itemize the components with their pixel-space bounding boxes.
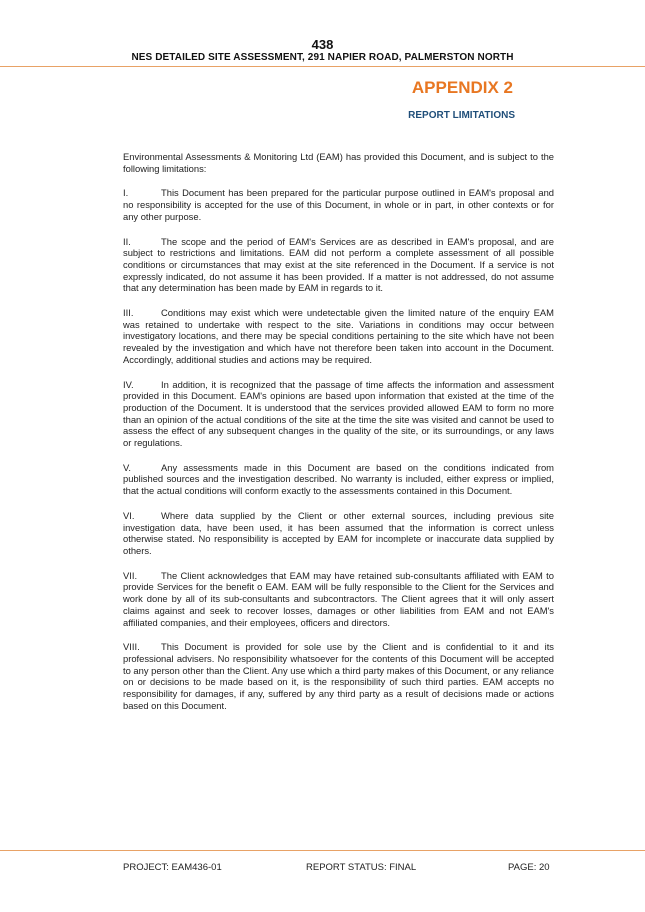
limitation-3 bbox=[123, 307, 554, 366]
appendix-title: APPENDIX 2 bbox=[411, 78, 513, 97]
limitation-6 bbox=[123, 510, 554, 557]
limitation-numeral: I. bbox=[123, 187, 129, 199]
limitation-text: Any assessments made in this Document are based on the conditions indicated from published sources and the investigation described. No warranty is included, either express or implied, that the actual conditions will conform exactly to the assessments contained in this Document. bbox=[123, 461, 554, 497]
document-body bbox=[123, 151, 554, 724]
limitation-numeral: II. bbox=[123, 235, 131, 247]
limitation-numeral: VII. bbox=[123, 569, 138, 581]
limitation-1 bbox=[123, 187, 554, 222]
limitation-text: This Document has been prepared for the particular purpose outlined in EAM's proposal and no responsibility is accepted for the use of this Document, in whole or in part, in other contexts or for any other purpose. bbox=[123, 187, 554, 222]
header-title: NES DETAILED SITE ASSESSMENT, 291 NAPIER ROAD, PALMERSTON NORTH bbox=[131, 52, 514, 63]
limitation-text: The scope and the period of EAM's Services are as described in EAM's proposal, and are subject to restrictions and limitations. EAM did not perform a complete assessment of all possible conditions or circumstances that may exist at the site referenced in the Document. If a service is not expressly indicated, do not assume it has been provided. If a matter is not addressed, do not assume that any determination has been made by EAM in regards to it. bbox=[123, 235, 554, 294]
footer-page-number: PAGE: 20 bbox=[508, 862, 550, 873]
limitation-numeral: III. bbox=[123, 307, 134, 319]
limitation-numeral: VI. bbox=[123, 509, 135, 521]
limitation-text: Where data supplied by the Client or other external sources, including previous site investigation data, have been used, it has been assumed that the information is correct unless otherwise stated. No responsibility is accepted by EAM for incomplete or inaccurate data supplied by others. bbox=[123, 509, 554, 556]
footer-rule bbox=[0, 850, 645, 851]
limitation-text: In addition, it is recognized that the passage of time affects the information and assessment provided in this Document. EAM's opinions are based upon information that existed at the time of the production of the Document. It is understood that the services provided allowed EAM to form no more than an opinion of the actual conditions of the site at the time the site was visited and cannot be used to assess the effect of any subsequent changes in the quality of the site, or its surroundings, or any laws or regulations. bbox=[123, 378, 554, 449]
intro-paragraph: Environmental Assessments & Monitoring Ltd (EAM) has provided this Document, and is subject to the following limitations: bbox=[123, 151, 554, 174]
limitation-8 bbox=[123, 641, 554, 711]
limitation-text: This Document is provided for sole use by the Client and is confidential to it and its professional advisers. No responsibility whatsoever for the contents of this Document will be accepted to any person other than the Client. Any use which a third party makes of this Document, or any reliance on or decisions to be made based on it, is the responsibility of such third parties. EAM accepts no responsibility for damages, if any, suffered by any third party as a result of decisions made or actions based on this Document. bbox=[123, 641, 554, 711]
limitation-numeral: VIII. bbox=[123, 641, 140, 653]
header-rule bbox=[0, 66, 645, 67]
limitation-text: The Client acknowledges that EAM may have retained sub-consultants affiliated with EAM to provide Services for the benefit o EAM. EAM will be fully responsible to the Client for the Services and work done by all of its sub-consultants and subcontractors. The Client agrees that it will only assert claims against and seek to recover losses, damages or other liabilities from EAM and not EAM's affiliated companies, and their employees, officers and directors. bbox=[123, 569, 554, 628]
limitation-numeral: V. bbox=[123, 461, 131, 473]
limitation-2 bbox=[123, 236, 554, 295]
footer-project: PROJECT: EAM436-01 bbox=[123, 862, 222, 873]
page-number: 438 bbox=[311, 37, 334, 52]
limitation-5 bbox=[123, 462, 554, 497]
appendix-subtitle: REPORT LIMITATIONS bbox=[408, 110, 515, 121]
footer-report-status: REPORT STATUS: FINAL bbox=[306, 862, 417, 873]
limitation-text: Conditions may exist which were undetectable given the limited nature of the enquiry EAM was retained to undertake with respect to the site. Variations in conditions may occur between investigatory locations, and there may be special conditions pertaining to the site which have not been revealed by the investigation and which have not therefore been taken into account in the Document. Accordingly, additional studies and actions may be required. bbox=[123, 307, 554, 365]
limitation-4 bbox=[123, 379, 554, 449]
limitation-7 bbox=[123, 570, 554, 629]
limitation-numeral: IV. bbox=[123, 378, 134, 390]
